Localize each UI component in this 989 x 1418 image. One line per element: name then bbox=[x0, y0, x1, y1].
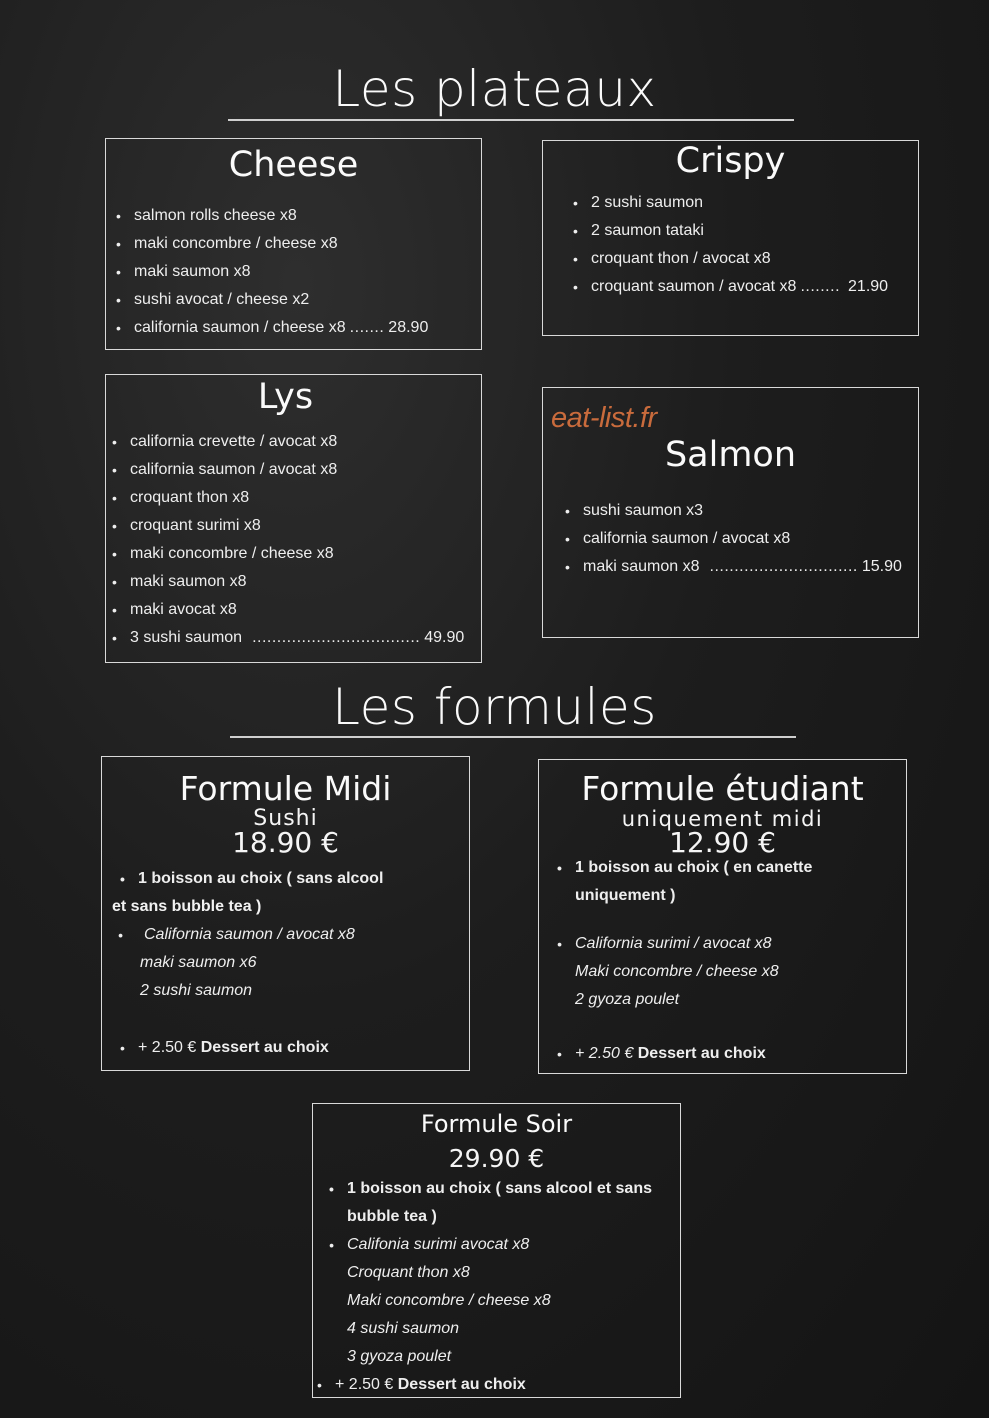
plateau-crispy-title: Crispy bbox=[675, 141, 786, 181]
list-item: Maki concombre / cheese x8 bbox=[347, 1292, 551, 1309]
list-item: • croquant surimi x8 bbox=[110, 512, 464, 540]
list-item: • maki saumon x8 bbox=[114, 258, 428, 286]
plateau-salmon-title: Salmon bbox=[664, 435, 797, 475]
list-item: • 2 saumon tataki bbox=[571, 217, 888, 245]
plateau-salmon-list bbox=[563, 497, 902, 581]
formule-midi-title: Formule Midi bbox=[179, 769, 392, 808]
list-item: 2 sushi saumon bbox=[140, 982, 253, 999]
list-item bbox=[563, 553, 902, 581]
formule-etudiant-list bbox=[555, 854, 812, 910]
plateau-cheese-list bbox=[114, 202, 428, 342]
price-leader: .................................. bbox=[252, 629, 421, 646]
list-item bbox=[315, 1371, 526, 1399]
list-item: • california saumon / avocat x8 bbox=[110, 456, 464, 484]
list-item: maki saumon x6 bbox=[140, 954, 257, 971]
list-item bbox=[110, 624, 464, 652]
dessert-price: + 2.50 € bbox=[335, 1376, 394, 1393]
list-item: • maki saumon x8 bbox=[110, 568, 464, 596]
list-item: • salmon rolls cheese x8 bbox=[114, 202, 428, 230]
list-item: 4 sushi saumon bbox=[347, 1320, 460, 1337]
list-item: • california crevette / avocat x8 bbox=[110, 428, 464, 456]
list-item: • maki avocat x8 bbox=[110, 596, 464, 624]
formule-soir-card bbox=[312, 1103, 681, 1398]
list-item: 2 gyoza poulet bbox=[575, 991, 680, 1008]
formule-midi-list bbox=[118, 865, 383, 893]
list-item: • 1 boisson au choix ( sans alcool bbox=[118, 865, 383, 893]
dessert-price: + 2.50 € bbox=[138, 1039, 197, 1056]
list-item: bubble tea ) bbox=[347, 1208, 437, 1225]
list-item: • croquant thon x8 bbox=[110, 484, 464, 512]
formule-soir-dessert bbox=[315, 1371, 526, 1399]
plateau-salmon-price: 15.90 bbox=[861, 558, 902, 575]
list-item bbox=[571, 273, 888, 301]
list-item: • California saumon / avocat x8 bbox=[116, 921, 355, 949]
list-item: • california saumon / avocat x8 bbox=[563, 525, 902, 553]
list-item: Croquant thon x8 bbox=[347, 1264, 470, 1281]
formule-soir-title: Formule Soir bbox=[420, 1110, 573, 1138]
list-item: • sushi avocat / cheese x2 bbox=[114, 286, 428, 314]
plateau-crispy-card bbox=[542, 140, 919, 336]
formule-midi-price: 18.90 € bbox=[232, 826, 339, 859]
price-leader: .............................. bbox=[709, 558, 858, 575]
plateau-lys-list bbox=[110, 428, 464, 652]
list-item: • sushi saumon x3 bbox=[563, 497, 902, 525]
list-item: • maki concombre / cheese x8 bbox=[114, 230, 428, 258]
section-title-formules: Les formules bbox=[332, 678, 657, 736]
dessert-label: Dessert au choix bbox=[637, 1045, 766, 1062]
formule-midi-card bbox=[101, 756, 470, 1071]
plateau-lys-card bbox=[105, 374, 482, 663]
list-item: • 1 boisson au choix ( en canette bbox=[555, 854, 812, 882]
formule-soir-list bbox=[327, 1175, 652, 1231]
plateau-lys-title: Lys bbox=[257, 377, 314, 417]
section-title-plateaux: Les plateaux bbox=[332, 60, 657, 118]
price-leader: ....... bbox=[349, 319, 385, 336]
formule-midi-food bbox=[116, 921, 355, 1005]
list-item: Maki concombre / cheese x8 bbox=[575, 963, 779, 980]
plateau-lys-price: 49.90 bbox=[424, 629, 465, 646]
price-leader: ........ bbox=[800, 278, 841, 295]
formule-etudiant-price: 12.90 € bbox=[669, 826, 776, 859]
formule-soir-food bbox=[327, 1231, 551, 1371]
plateau-cheese-title: Cheese bbox=[228, 145, 359, 185]
formule-midi-dessert bbox=[118, 1034, 329, 1062]
list-item: uniquement ) bbox=[575, 887, 676, 904]
item-label: california saumon / cheese x8 bbox=[134, 319, 346, 336]
formule-soir-price: 29.90 € bbox=[448, 1144, 545, 1173]
formule-etudiant-card bbox=[538, 759, 907, 1074]
plateau-crispy-price: 21.90 bbox=[848, 278, 889, 295]
section-divider bbox=[228, 119, 794, 121]
formule-etudiant-title: Formule étudiant bbox=[581, 769, 864, 808]
list-item: • 2 sushi saumon bbox=[571, 189, 888, 217]
item-label: croquant saumon / avocat x8 bbox=[591, 278, 797, 295]
plateau-cheese-card bbox=[105, 138, 482, 350]
list-item: • California surimi / avocat x8 bbox=[555, 930, 779, 958]
watermark-text: eat-list.fr bbox=[551, 402, 657, 434]
dessert-price: + 2.50 € bbox=[575, 1045, 634, 1062]
item-label: 3 sushi saumon bbox=[130, 629, 243, 646]
formule-etudiant-subtitle: uniquement midi bbox=[621, 807, 824, 831]
list-item: • 1 boisson au choix ( sans alcool et sans bbox=[327, 1175, 652, 1203]
formule-etudiant-dessert bbox=[555, 1040, 766, 1068]
formule-etudiant-food bbox=[555, 930, 779, 1014]
formule-midi-drink-cont: et sans bubble tea ) bbox=[112, 898, 262, 915]
list-item: • croquant thon / avocat x8 bbox=[571, 245, 888, 273]
dessert-label: Dessert au choix bbox=[397, 1376, 526, 1393]
plateau-cheese-price: 28.90 bbox=[388, 319, 429, 336]
dessert-label: Dessert au choix bbox=[200, 1039, 329, 1056]
formule-midi-subtitle: Sushi bbox=[253, 806, 318, 831]
list-item bbox=[118, 1034, 329, 1062]
plateau-crispy-list bbox=[571, 189, 888, 301]
list-item: • maki concombre / cheese x8 bbox=[110, 540, 464, 568]
section-divider bbox=[230, 736, 796, 738]
list-item: • Califonia surimi avocat x8 bbox=[327, 1231, 551, 1259]
list-item bbox=[114, 314, 428, 342]
list-item: 3 gyoza poulet bbox=[347, 1348, 452, 1365]
item-label: maki saumon x8 bbox=[583, 558, 700, 575]
list-item bbox=[555, 1040, 766, 1068]
